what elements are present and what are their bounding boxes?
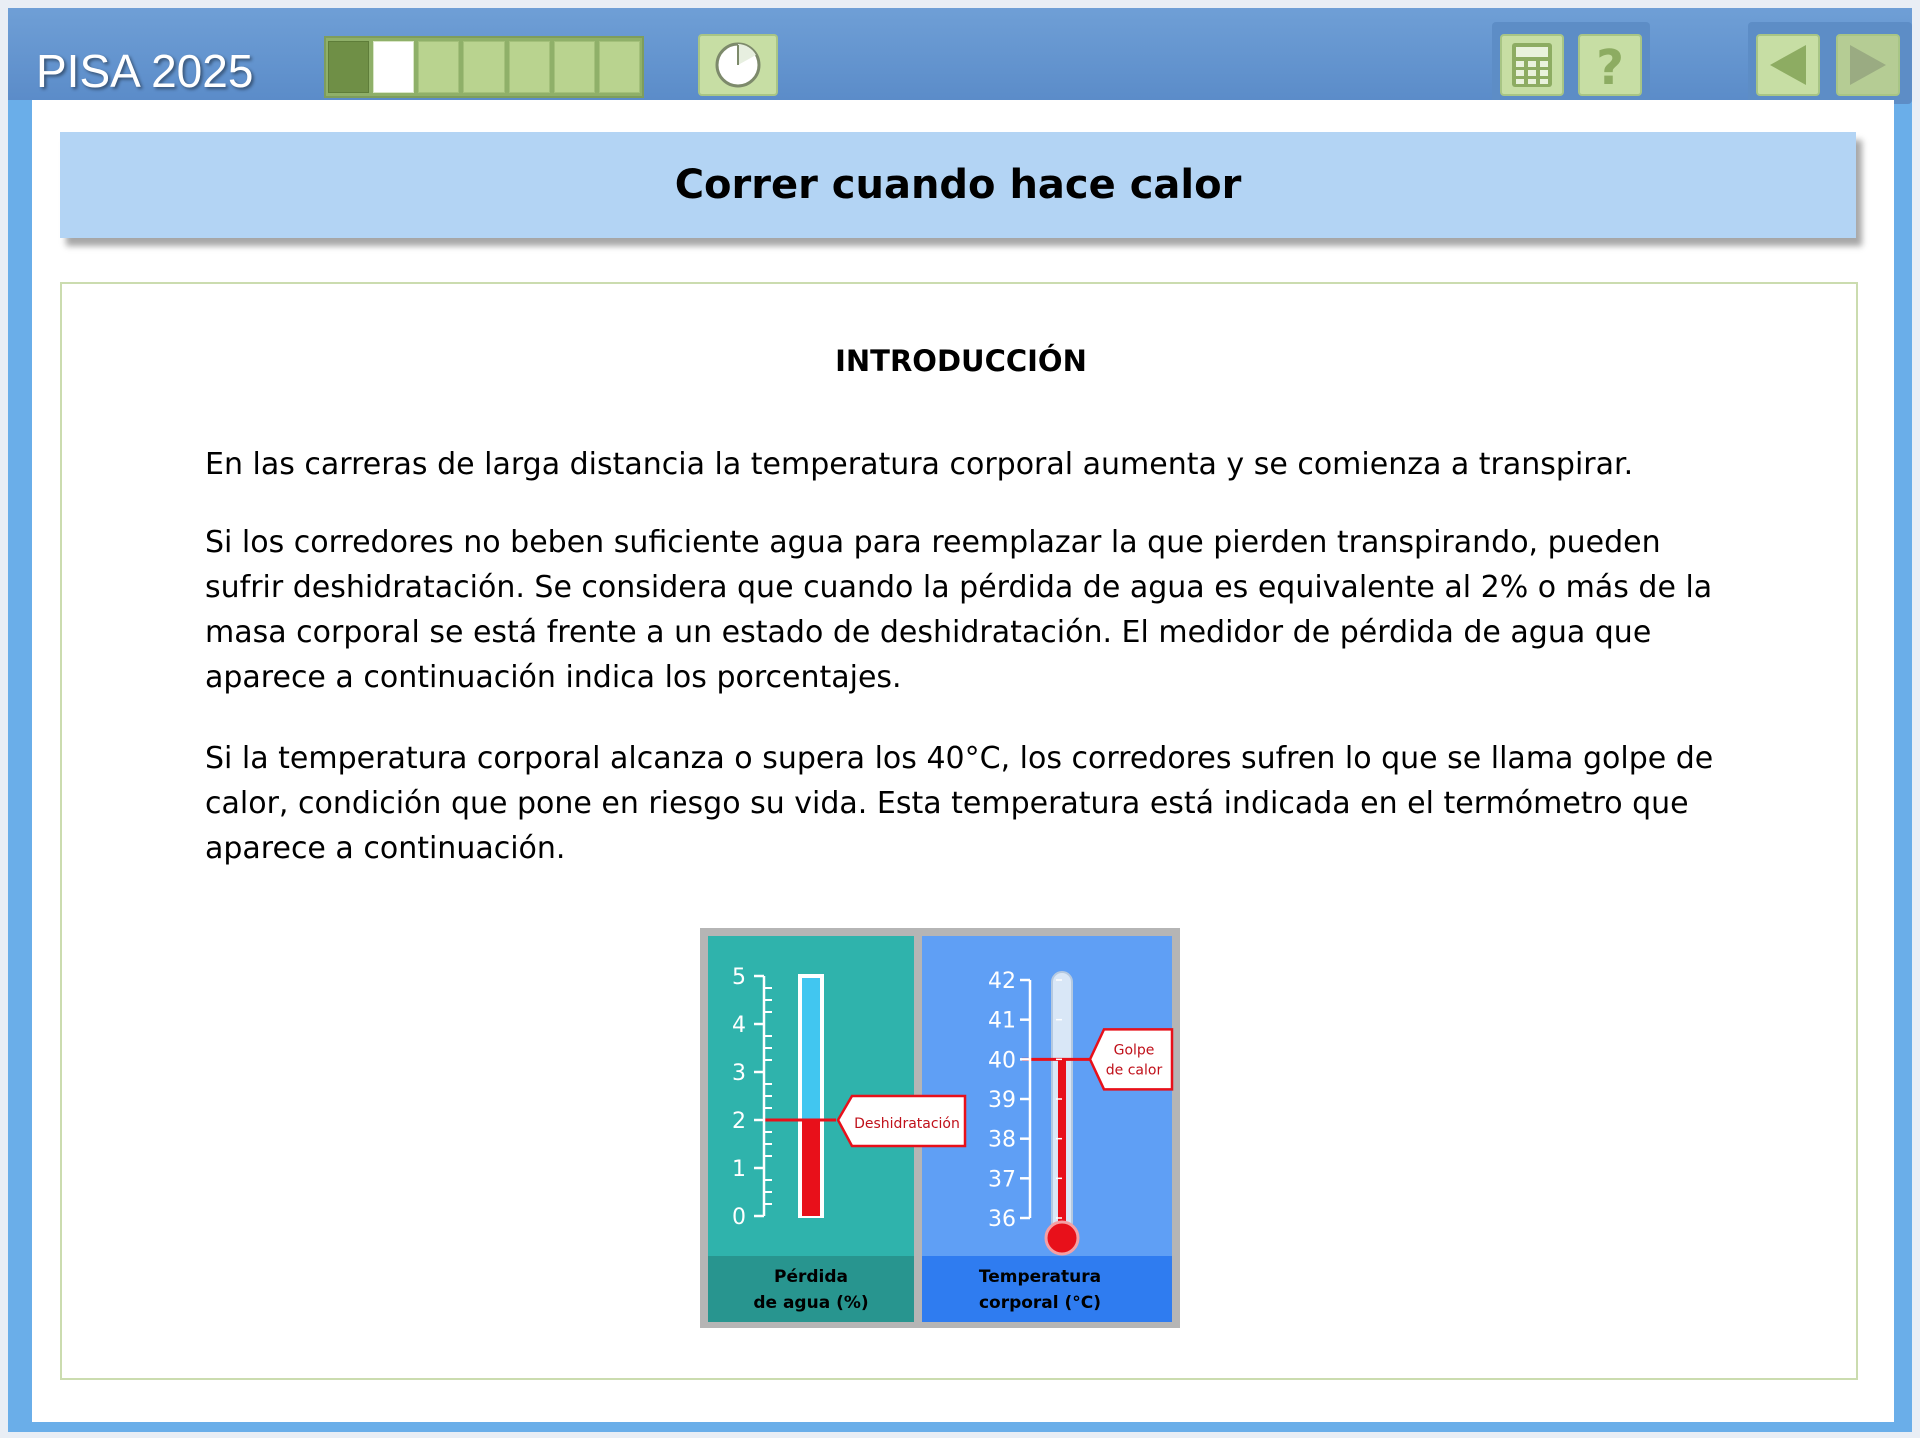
temperature-tick-label: 36 [988,1207,1016,1232]
water-tick-label: 3 [732,1061,746,1086]
water-tick-label: 5 [732,965,746,990]
unit-title-bar [60,132,1856,238]
calculator-icon [1510,41,1554,89]
water-tick-label: 2 [732,1109,746,1134]
brand-title: PISA 2025 [36,45,254,97]
temperature-label-line1: Temperatura [978,1267,1102,1287]
progress-segment [599,41,640,93]
thermometer-bulb [1046,1222,1078,1254]
heatstroke-callout-line1: Golpe [1113,1042,1155,1059]
top-toolbar [8,8,1912,100]
page-title: Correr cuando hace calor [674,162,1242,208]
heatstroke-callout-box [1090,1029,1172,1089]
water-tick-label: 0 [732,1205,746,1230]
water-temperature-figure [700,928,1180,1328]
progress-segment [554,41,595,93]
temperature-tick-label: 37 [988,1167,1016,1193]
section-title: INTRODUCCIÓN [835,344,1087,378]
previous-button[interactable] [1756,34,1820,96]
temperature-tick-label: 42 [988,969,1016,994]
timer-button[interactable] [698,34,778,96]
intro-paragraph-3: Si la temperatura corporal alcanza o supera los 40°C, los corredores sufren lo que se llama golpe de calor, condición que pone en riesgo su vida. Esta temperatura está indicada en el termómetro que aparece a continuación. [205,741,1714,866]
svg-text:?: ? [1596,40,1624,90]
progress-indicator [324,36,644,98]
water-label-line1: Pérdida [773,1267,849,1287]
arrow-left-icon [1766,41,1810,89]
intro-paragraph-2: Si los corredores no beben suficiente agua para reemplazar la que pierden transpirando, pueden sufrir deshidratación. Se considera que cuando la pérdida de agua es equivalente al 2% o más de la masa corporal se está frente a un estado de deshidratación. El medidor de pérdida de agua que aparece a continuación indica los porcentajes. [205,525,1713,695]
temperature-tick-label: 38 [988,1127,1016,1153]
water-tick-label: 4 [732,1013,746,1038]
next-button[interactable] [1836,34,1900,96]
help-icon [1590,40,1630,90]
water-label-line2: de agua (%) [753,1293,869,1313]
progress-segment [509,41,550,93]
progress-segment [328,41,369,93]
water-tick-label: 1 [732,1157,746,1182]
progress-segment [463,41,504,93]
help-button[interactable] [1578,34,1642,96]
temperature-tick-label: 40 [988,1048,1016,1074]
calculator-button[interactable] [1500,34,1564,96]
intro-paragraph-1: En las carreras de larga distancia la temperatura corporal aumenta y se comienza a transpirar. [205,447,1634,482]
progress-segment [418,41,459,93]
timer-icon [712,39,764,91]
temperature-tick-label: 41 [988,1008,1016,1034]
dehydration-callout-label: Deshidratación [854,1116,960,1132]
thermometer-fill [1058,1059,1066,1232]
arrow-right-icon [1846,41,1890,89]
temperature-tick-label: 39 [988,1088,1016,1113]
progress-segment [373,41,414,93]
temperature-label-line2: corporal (°C) [978,1293,1102,1313]
water-fill-bar [802,1120,820,1216]
heatstroke-callout-line2: de calor [1105,1062,1163,1079]
